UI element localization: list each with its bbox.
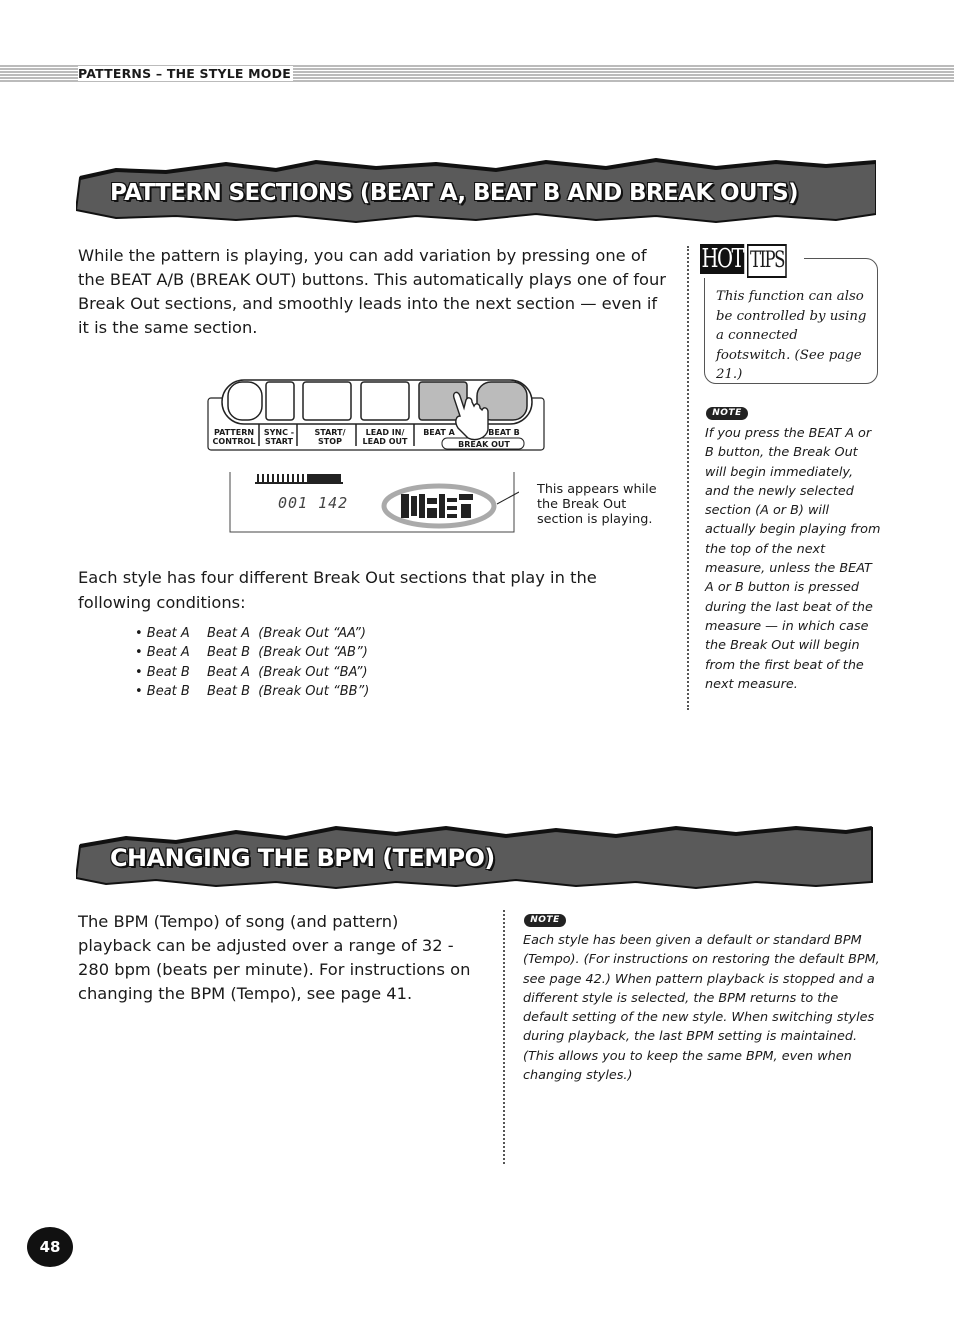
conditions-intro: Each style has four different Break Out sections that play in the following conditions: [78, 568, 597, 612]
sidebar-divider [687, 246, 689, 710]
list-item: • Beat A Beat B (Break Out “AB”) [135, 645, 368, 661]
hot-tips-text: This function can also be controlled by using a connected footswitch. (See page 21.) [716, 289, 867, 382]
section-title-bpm: CHANGING THE BPM (TEMPO) [110, 844, 495, 872]
list-item: • Beat B Beat A (Break Out “BA”) [135, 664, 368, 680]
hot-tips-logo: HOT TIPS [697, 244, 804, 278]
pattern-control-label: PATTERN CONTROL [212, 428, 256, 446]
beat-a-label: BEAT A [423, 428, 455, 437]
section-title-pattern-sections: PATTERN SECTIONS (BEAT A, BEAT B AND BREAK OUTS) [110, 180, 798, 206]
break-out-group-label: BREAK OUT [458, 440, 510, 449]
running-header: PATTERNS – THE STYLE MODE [78, 66, 291, 81]
start-stop-label: START/ STOP [314, 428, 346, 446]
note-text: If you press the BEAT A or B button, the Break Out will begin immediately, and the newly selected section (A or B) will actually begin playing from the top of the next measure, unless the BEAT A or B button is pressed during the last beat of the measure — in which case the Break Out will begin from the first beat of the next measure. [705, 426, 881, 692]
conditions-list [135, 624, 369, 701]
list-item: • Beat B Beat B (Break Out “BB”) [135, 683, 370, 699]
list-item: • Beat A Beat A (Break Out “AA”) [135, 626, 366, 641]
note-text-2: Each style has been given a default or standard BPM (Tempo). (For instructions on restoring the default BPM, see page 42.) When pattern playback is stopped and a different style is selected, the BPM returns to the default setting of the new style. When switching styles during playback, the last BPM setting is maintained. (This allows you to keep the same BPM, even when changing styles.) [523, 933, 880, 1084]
lcd-readout: 001 142 [278, 494, 349, 512]
page-number: 48 [27, 1227, 73, 1267]
sync-start-label: SYNC - START [263, 428, 295, 446]
intro-paragraph: While the pattern is playing, you can add variation by pressing one of the BEAT A/B (BREAK OUT) buttons. This automatically plays one of four Break Out sections, and smoothly leads into the next section — even if it is the same section. [78, 246, 666, 337]
bpm-paragraph: The BPM (Tempo) of song (and pattern) playback can be adjusted over a range of 32 - 280 bpm (beats per minute). For instructions on changing the BPM (Tempo), see page 41. [78, 912, 471, 1003]
lead-in-lead-out-label: LEAD IN/ LEAD OUT [362, 428, 408, 446]
beat-b-label: BEAT B [488, 428, 520, 437]
lcd-caption: This appears while the Break Out section is playing. [537, 482, 657, 528]
note-badge: NOTE [706, 407, 748, 420]
lcd-display [229, 470, 519, 536]
note-badge-2: NOTE [524, 914, 566, 927]
sidebar-divider-2 [503, 910, 505, 1164]
